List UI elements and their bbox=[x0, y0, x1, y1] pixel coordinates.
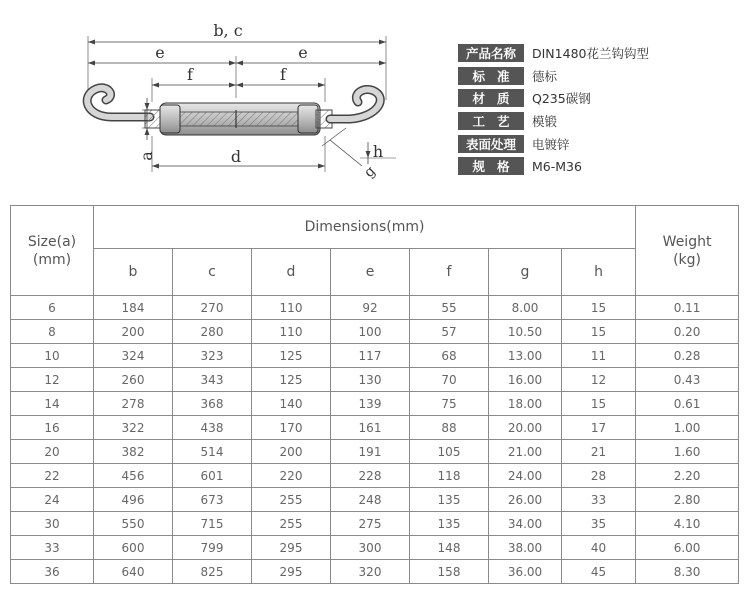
table-cell: 12 bbox=[11, 368, 94, 392]
size-header bbox=[11, 206, 94, 296]
table-cell: 135 bbox=[410, 488, 489, 512]
table-cell: 68 bbox=[410, 344, 489, 368]
table-cell: 16.00 bbox=[489, 368, 562, 392]
table-cell: 220 bbox=[252, 464, 331, 488]
column-header-g: g bbox=[489, 249, 562, 296]
table-cell: 75 bbox=[410, 392, 489, 416]
left-hook bbox=[91, 90, 150, 112]
spec-value: DIN1480花兰钩钩型 bbox=[532, 46, 649, 62]
label-bc: b, c bbox=[213, 21, 243, 40]
table-row bbox=[11, 392, 739, 416]
spec-key: 材质 bbox=[458, 89, 524, 107]
table-row bbox=[11, 440, 739, 464]
table-cell: 15 bbox=[562, 320, 636, 344]
spec-value: 德标 bbox=[532, 68, 558, 84]
table-cell: 601 bbox=[173, 464, 252, 488]
table-cell: 35 bbox=[562, 512, 636, 536]
table-cell: 300 bbox=[331, 536, 410, 560]
table-cell: 22 bbox=[11, 464, 94, 488]
weight-header-unit: (kg) bbox=[673, 251, 702, 268]
table-cell: 105 bbox=[410, 440, 489, 464]
table-row bbox=[11, 560, 739, 584]
table-row bbox=[11, 536, 739, 560]
column-header-b: b bbox=[94, 249, 173, 296]
spec-row-size bbox=[458, 155, 649, 178]
table-cell: 33 bbox=[11, 536, 94, 560]
table-cell: 88 bbox=[410, 416, 489, 440]
table-cell: 130 bbox=[331, 368, 410, 392]
table-cell: 324 bbox=[94, 344, 173, 368]
table-cell: 438 bbox=[173, 416, 252, 440]
table-cell: 368 bbox=[173, 392, 252, 416]
table-cell: 34.00 bbox=[489, 512, 562, 536]
table-cell: 8.00 bbox=[489, 296, 562, 320]
label-g: g bbox=[361, 163, 379, 181]
table-cell: 15 bbox=[562, 392, 636, 416]
table-row bbox=[11, 512, 739, 536]
spec-value: Q235碳钢 bbox=[532, 91, 591, 107]
table-cell: 21 bbox=[562, 440, 636, 464]
table-cell: 640 bbox=[94, 560, 173, 584]
dimensions-header: Dimensions(mm) bbox=[94, 206, 636, 249]
table-cell: 6 bbox=[11, 296, 94, 320]
table-cell: 10.50 bbox=[489, 320, 562, 344]
table-cell: 92 bbox=[331, 296, 410, 320]
table-cell: 8 bbox=[11, 320, 94, 344]
table-cell: 125 bbox=[252, 344, 331, 368]
table-cell: 38.00 bbox=[489, 536, 562, 560]
table-cell: 36.00 bbox=[489, 560, 562, 584]
table-cell: 0.43 bbox=[636, 368, 739, 392]
weight-header-label: Weight bbox=[662, 233, 712, 250]
table-cell: 158 bbox=[410, 560, 489, 584]
table-body bbox=[11, 296, 739, 584]
table-cell: 550 bbox=[94, 512, 173, 536]
table-row bbox=[11, 368, 739, 392]
table-cell: 295 bbox=[252, 536, 331, 560]
table-cell: 117 bbox=[331, 344, 410, 368]
table-cell: 33 bbox=[562, 488, 636, 512]
table-cell: 2.20 bbox=[636, 464, 739, 488]
size-header-label: Size(a) bbox=[27, 233, 77, 250]
label-e-left: e bbox=[155, 43, 165, 62]
table-cell: 17 bbox=[562, 416, 636, 440]
table-cell: 20.00 bbox=[489, 416, 562, 440]
table-cell: 255 bbox=[252, 512, 331, 536]
table-cell: 322 bbox=[94, 416, 173, 440]
turnbuckle-body bbox=[160, 103, 320, 135]
table-cell: 6.00 bbox=[636, 536, 739, 560]
turnbuckle-drawing bbox=[0, 0, 440, 195]
table-cell: 161 bbox=[331, 416, 410, 440]
table-cell: 0.20 bbox=[636, 320, 739, 344]
label-e-right: e bbox=[298, 43, 308, 62]
table-cell: 184 bbox=[94, 296, 173, 320]
table-cell: 825 bbox=[173, 560, 252, 584]
table-cell: 100 bbox=[331, 320, 410, 344]
spec-key: 工艺 bbox=[458, 112, 524, 130]
table-cell: 323 bbox=[173, 344, 252, 368]
spec-key: 规格 bbox=[458, 157, 524, 175]
table-cell: 382 bbox=[94, 440, 173, 464]
table-cell: 191 bbox=[331, 440, 410, 464]
table-cell: 200 bbox=[252, 440, 331, 464]
table-cell: 600 bbox=[94, 536, 173, 560]
label-h: h bbox=[372, 142, 384, 161]
table-cell: 45 bbox=[562, 560, 636, 584]
dimension-f bbox=[152, 65, 325, 102]
dimensions-table bbox=[10, 205, 739, 584]
table-cell: 8.30 bbox=[636, 560, 739, 584]
table-cell: 139 bbox=[331, 392, 410, 416]
table-cell: 24 bbox=[11, 488, 94, 512]
table-cell: 514 bbox=[173, 440, 252, 464]
dimension-e bbox=[88, 43, 386, 98]
table-cell: 15 bbox=[562, 296, 636, 320]
table-cell: 18.00 bbox=[489, 392, 562, 416]
dimension-a bbox=[137, 98, 156, 161]
table-cell: 20 bbox=[11, 440, 94, 464]
table-cell: 0.11 bbox=[636, 296, 739, 320]
table-cell: 140 bbox=[252, 392, 331, 416]
table-cell: 255 bbox=[252, 488, 331, 512]
table-row bbox=[11, 416, 739, 440]
spec-row-surface bbox=[458, 132, 649, 155]
table-cell: 24.00 bbox=[489, 464, 562, 488]
table-cell: 110 bbox=[252, 296, 331, 320]
spec-key: 标准 bbox=[458, 67, 524, 85]
table-cell: 57 bbox=[410, 320, 489, 344]
spec-row-process bbox=[458, 110, 649, 133]
column-header-f: f bbox=[410, 249, 489, 296]
spec-row-material bbox=[458, 87, 649, 110]
table-cell: 14 bbox=[11, 392, 94, 416]
table-cell: 110 bbox=[252, 320, 331, 344]
dimension-h bbox=[360, 142, 396, 164]
table-cell: 21.00 bbox=[489, 440, 562, 464]
table-cell: 715 bbox=[173, 512, 252, 536]
table-cell: 0.28 bbox=[636, 344, 739, 368]
table-row bbox=[11, 320, 739, 344]
dimension-g bbox=[322, 128, 379, 181]
table-cell: 278 bbox=[94, 392, 173, 416]
table-cell: 799 bbox=[173, 536, 252, 560]
table-cell: 13.00 bbox=[489, 344, 562, 368]
column-header-c: c bbox=[173, 249, 252, 296]
table-cell: 248 bbox=[331, 488, 410, 512]
label-f-right: f bbox=[280, 65, 286, 84]
table-cell: 12 bbox=[562, 368, 636, 392]
spec-key: 表面处理 bbox=[458, 135, 524, 153]
dimension-d bbox=[152, 136, 325, 172]
spec-row-standard bbox=[458, 65, 649, 88]
table-row bbox=[11, 296, 739, 320]
table-cell: 260 bbox=[94, 368, 173, 392]
table-cell: 11 bbox=[562, 344, 636, 368]
table-cell: 125 bbox=[252, 368, 331, 392]
table-cell: 343 bbox=[173, 368, 252, 392]
table-cell: 170 bbox=[252, 416, 331, 440]
table-cell: 55 bbox=[410, 296, 489, 320]
table-cell: 295 bbox=[252, 560, 331, 584]
label-f-left: f bbox=[187, 65, 193, 84]
table-row bbox=[11, 344, 739, 368]
spec-value: 电镀锌 bbox=[532, 136, 570, 152]
table-cell: 320 bbox=[331, 560, 410, 584]
table-cell: 36 bbox=[11, 560, 94, 584]
column-header-e: e bbox=[331, 249, 410, 296]
spec-panel bbox=[458, 42, 649, 178]
table-row bbox=[11, 488, 739, 512]
table-cell: 673 bbox=[173, 488, 252, 512]
table-cell: 16 bbox=[11, 416, 94, 440]
table-cell: 30 bbox=[11, 512, 94, 536]
table-cell: 2.80 bbox=[636, 488, 739, 512]
spec-value: 模锻 bbox=[532, 114, 558, 130]
table-cell: 118 bbox=[410, 464, 489, 488]
table-cell: 4.10 bbox=[636, 512, 739, 536]
table-cell: 456 bbox=[94, 464, 173, 488]
spec-key: 产品名称 bbox=[458, 44, 524, 62]
spec-value: M6-M36 bbox=[532, 158, 582, 174]
table-cell: 228 bbox=[331, 464, 410, 488]
table-cell: 28 bbox=[562, 464, 636, 488]
table-cell: 10 bbox=[11, 344, 94, 368]
label-a: a bbox=[137, 151, 156, 161]
table-cell: 148 bbox=[410, 536, 489, 560]
column-header-d: d bbox=[252, 249, 331, 296]
label-d: d bbox=[230, 147, 242, 166]
table-cell: 70 bbox=[410, 368, 489, 392]
table-cell: 200 bbox=[94, 320, 173, 344]
table-cell: 280 bbox=[173, 320, 252, 344]
table-cell: 275 bbox=[331, 512, 410, 536]
table-cell: 1.60 bbox=[636, 440, 739, 464]
spec-row-name bbox=[458, 42, 649, 65]
table-cell: 496 bbox=[94, 488, 173, 512]
table-cell: 26.00 bbox=[489, 488, 562, 512]
weight-header bbox=[636, 206, 739, 296]
size-header-unit: (mm) bbox=[32, 251, 72, 268]
table-cell: 135 bbox=[410, 512, 489, 536]
column-header-h: h bbox=[562, 249, 636, 296]
table-cell: 270 bbox=[173, 296, 252, 320]
table-cell: 40 bbox=[562, 536, 636, 560]
table-row bbox=[11, 464, 739, 488]
table-cell: 0.61 bbox=[636, 392, 739, 416]
column-headers bbox=[11, 249, 739, 296]
table-cell: 1.00 bbox=[636, 416, 739, 440]
dimension-bc bbox=[88, 21, 386, 100]
